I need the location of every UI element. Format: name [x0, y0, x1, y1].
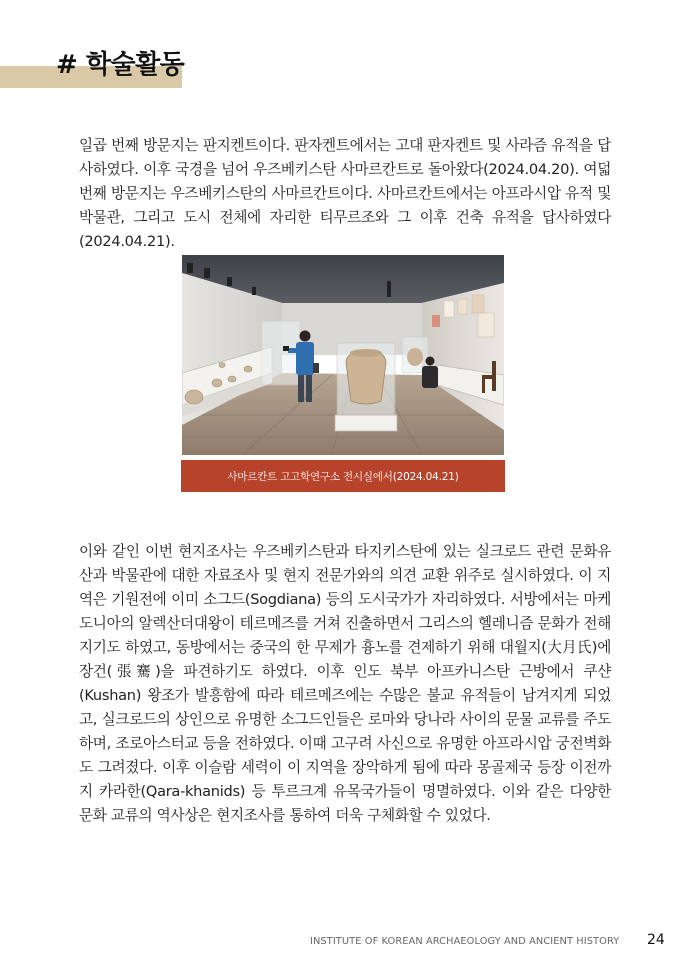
museum-photo	[182, 255, 504, 455]
photo-caption: 사마르칸트 고고학연구소 전시실에서(2024.04.21)	[181, 460, 505, 492]
paragraph-summary: 이와 같인 이번 현지조사는 우즈베키스탄과 타지키스탄에 있는 실크로드 관련 문화유산과 박물관에 대한 자료조사 및 현지 전문가와의 의견 교환 위주로 실시하였다. 이 지역은 기원전에 이미 소그드(Sogdiana) 등의 도시국가가 자리하였다. 서방에서는 마케도니아의 알렉산더대왕이 테르메즈를 거쳐 진출하면서 그리스의 헬레니즘 문화가 전해지기도 하였고, 동방에서는 중국의 한 무제가 흉노를 견제하기 위해 대월지(大月氏)에 장건(張騫)을 파견하기도 하였다. 이후 인도 북부 아프카니스탄 근방에서 쿠샨(Kushan) 왕조가 발흥함에 따라 테르메즈에는 수많은 불교 유적들이 남겨지게 되었고, 실크로드의 상인으로 유명한 소그드인들은 로마와 당나라 사이의 문물 교류를 주도하며, 조로아스터교 등을 전하였다. 이때 고구려 사신으로 유명한 아프라시압 궁전벽화도 그려졌다. 이후 이슬람 세력이 이 지역을 장악하게 됨에 따라 몽골제국 등장 이전까지 카라한(Qara-khanids) 등 투르크계 유목국가들이 명멸하였다. 이와 같은 다양한 문화 교류의 역사상은 현지조사를 통하여 더욱 구체화할 수 있었다.	[79, 543, 611, 824]
paragraph-visits: 일곱 번째 방문지는 판지켄트이다. 판자켄트에서는 고대 판자켄트 및 사라즘 유적을 답사하였다. 이후 국경을 넘어 우즈베키스탄 사마르칸트로 돌아왔다(2024.04.20). 여덟 번째 방문지는 우즈베키스탄의 사마르칸트이다. 사마르칸트에서는 아프라시압 유적 및 박물관, 그리고 도시 전체에 자리한 티무르조와 그 이후 건축 유적을 답사하였다(2024.04.21).	[79, 137, 611, 250]
page-number: 24	[647, 932, 665, 948]
footer-institute: INSTITUTE OF KOREAN ARCHAEOLOGY AND ANCIENT HISTORY	[310, 936, 620, 947]
section-heading: # 학술활동	[56, 50, 185, 80]
